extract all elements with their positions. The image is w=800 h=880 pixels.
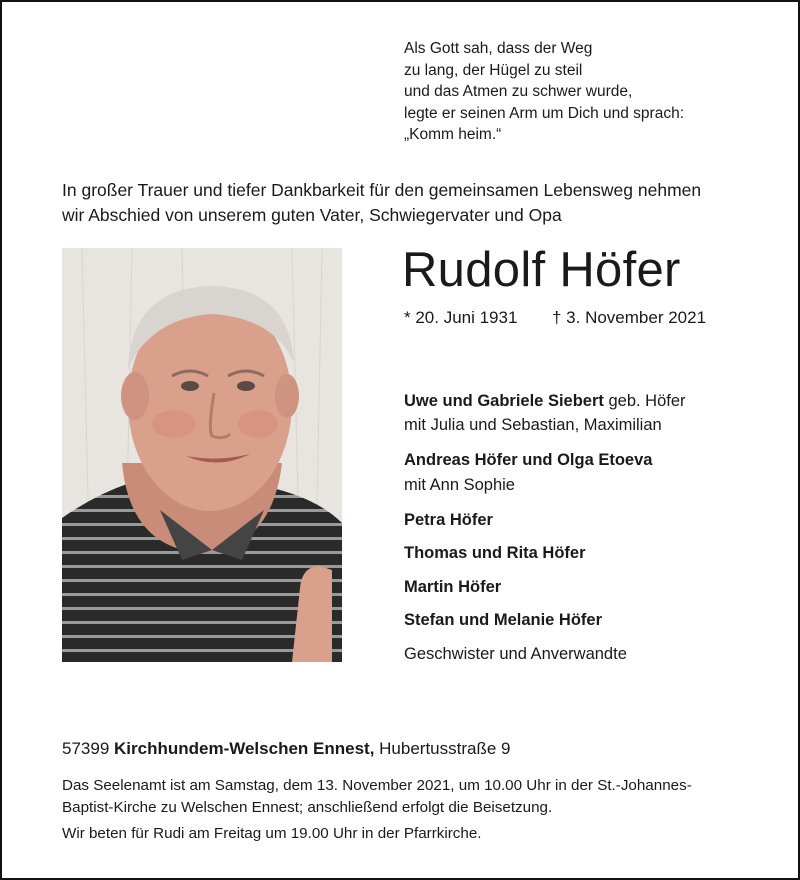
family-names: Andreas Höfer und Olga Etoeva xyxy=(404,451,653,469)
family-note: mit Julia und Sebastian, Maximilian xyxy=(404,416,662,434)
service-notice xyxy=(62,775,762,819)
family-entry xyxy=(404,392,686,411)
portrait-photo xyxy=(62,248,342,662)
poem xyxy=(404,38,684,146)
family-names: Martin Höfer xyxy=(404,578,502,596)
life-dates xyxy=(404,308,707,328)
family-note: Geschwister und Anverwandte xyxy=(404,645,627,663)
poem-line: Als Gott sah, dass der Weg xyxy=(404,40,593,57)
intro-line: wir Abschied von unserem guten Vater, Schwiegervater und Opa xyxy=(62,205,562,225)
poem-line: „Komm heim.“ xyxy=(404,126,502,144)
family-entry xyxy=(404,611,602,630)
family-entry xyxy=(404,416,662,435)
family-entry xyxy=(404,511,493,530)
family-names: Petra Höfer xyxy=(404,511,493,529)
family-note: mit Ann Sophie xyxy=(404,476,515,494)
address xyxy=(62,739,511,759)
intro-line: In großer Trauer und tiefer Dankbarkeit für den gemeinsamen Lebensweg nehmen xyxy=(62,180,702,200)
family-entry xyxy=(404,645,627,664)
family-names: Thomas und Rita Höfer xyxy=(404,544,586,562)
address-town: Kirchhundem-Welschen Ennest, xyxy=(114,739,375,758)
family-entry xyxy=(404,451,652,470)
intro-text xyxy=(62,178,762,228)
family-names: Uwe und Gabriele Siebert xyxy=(404,392,604,410)
poem-line: zu lang, der Hügel zu steil xyxy=(404,61,583,79)
family-entry xyxy=(404,476,515,495)
family-entry xyxy=(404,544,586,563)
address-street: Hubertusstraße 9 xyxy=(379,739,511,758)
prayer-notice: Wir beten für Rudi am Freitag um 19.00 Uhr in der Pfarrkirche. xyxy=(62,825,482,842)
deceased-name: Rudolf Höfer xyxy=(402,243,681,297)
birth-date: * 20. Juni 1931 xyxy=(404,308,518,327)
poem-line: legte er seinen Arm um Dich und sprach: xyxy=(404,104,684,122)
family-note: geb. Höfer xyxy=(603,392,686,410)
death-date: † 3. November 2021 xyxy=(552,308,707,327)
family-entry xyxy=(404,578,501,597)
family-names: Stefan und Melanie Höfer xyxy=(404,611,603,629)
poem-line: und das Atmen zu schwer wurde, xyxy=(404,83,633,101)
notice-line: Das Seelenamt ist am Samstag, dem 13. November 2021, um 10.00 Uhr in der St.-Johannes- xyxy=(62,777,692,794)
address-zip: 57399 xyxy=(62,739,110,758)
notice-line: Baptist-Kirche zu Welschen Ennest; anschließend erfolgt die Beisetzung. xyxy=(62,799,553,816)
